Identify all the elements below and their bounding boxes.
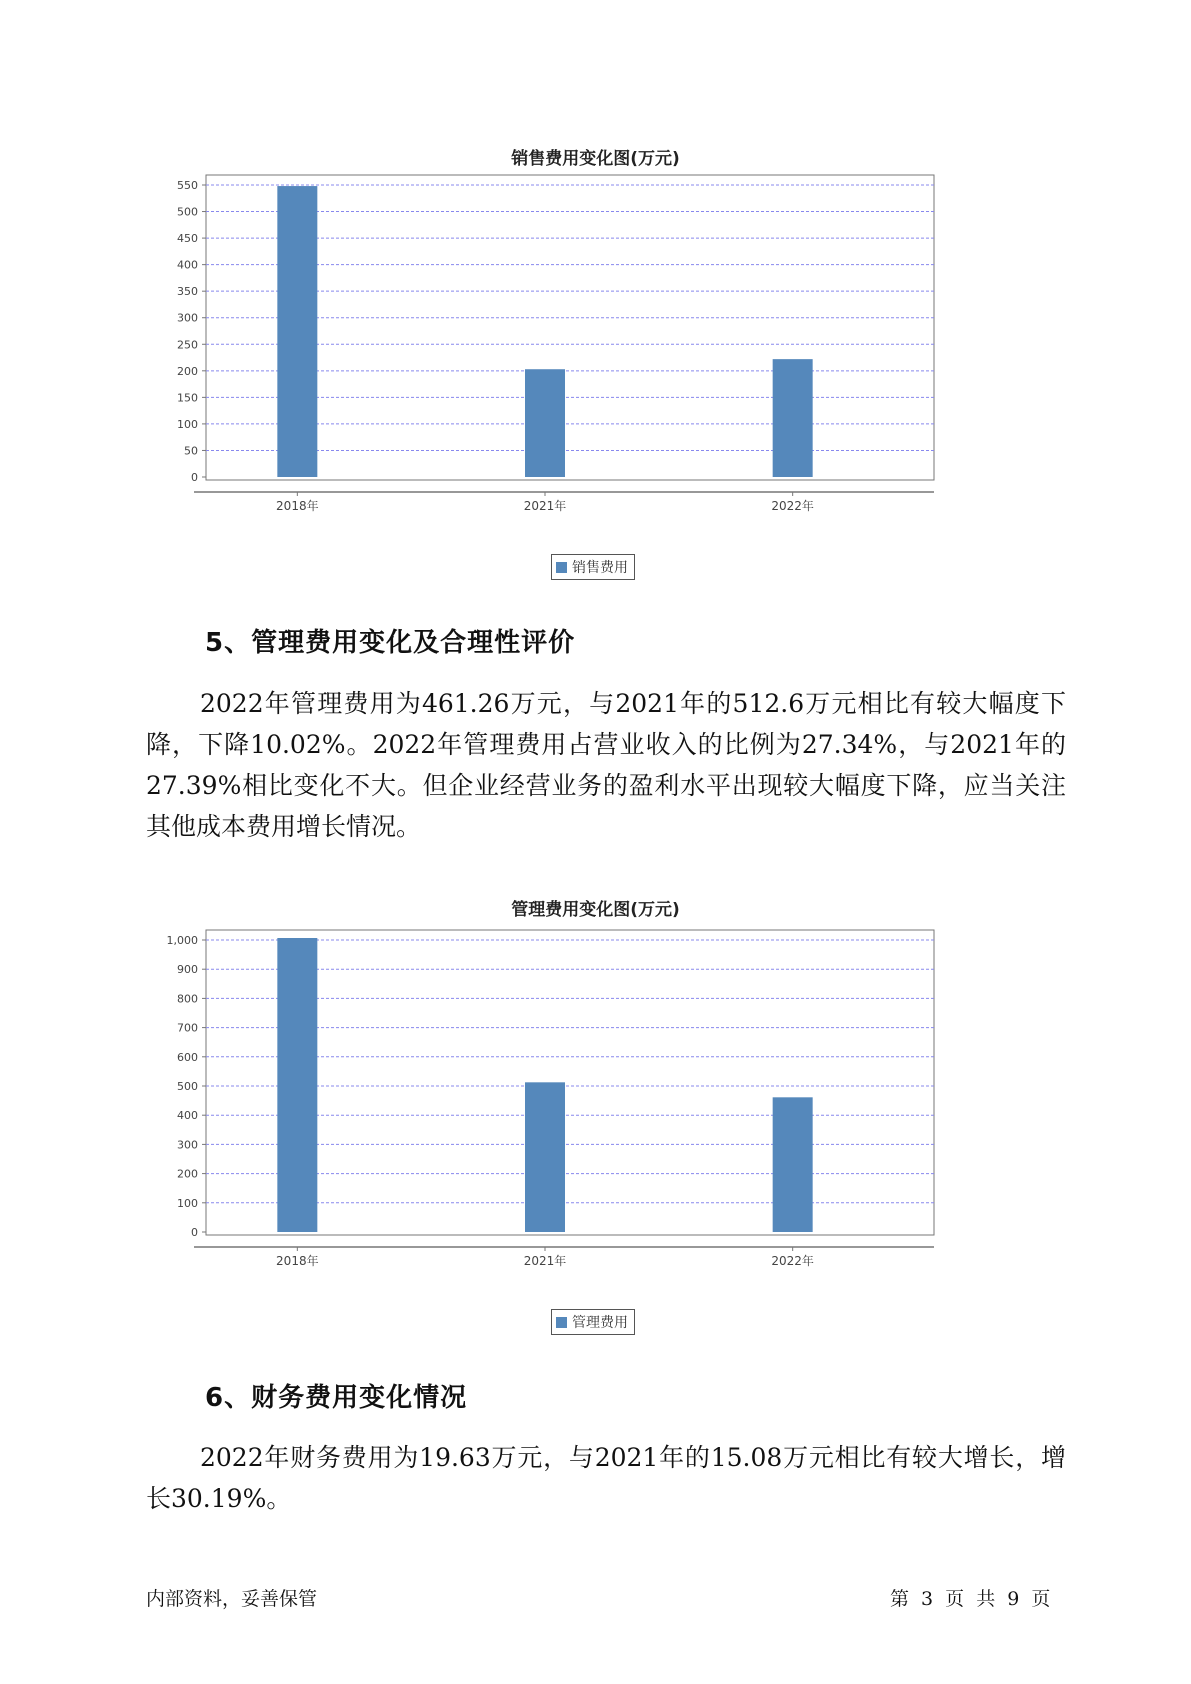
bar bbox=[773, 1097, 813, 1232]
legend-label: 管理费用 bbox=[572, 1315, 628, 1331]
y-tick-label: 200 bbox=[177, 1167, 198, 1181]
chart-legend bbox=[551, 554, 635, 580]
y-tick-label: 150 bbox=[177, 391, 198, 405]
legend-label: 销售费用 bbox=[572, 560, 628, 576]
x-tick-label: 2021年 bbox=[523, 1254, 567, 1268]
x-tick-label: 2021年 bbox=[523, 499, 567, 513]
y-tick-label: 0 bbox=[191, 471, 198, 484]
y-tick-label: 350 bbox=[177, 285, 198, 299]
section-heading: 5、管理费用变化及合理性评价 bbox=[205, 628, 576, 658]
bar bbox=[525, 369, 565, 477]
y-tick-label: 200 bbox=[177, 364, 198, 378]
bar bbox=[277, 186, 317, 477]
y-tick-label: 400 bbox=[177, 258, 198, 272]
y-tick-label: 100 bbox=[177, 417, 198, 431]
chart-legend bbox=[551, 1309, 635, 1335]
body-paragraph: 2022年财务费用为19.63万元，与2021年的15.08万元相比有较大增长，增长30.19%。 bbox=[146, 1443, 1066, 1513]
y-tick-label: 300 bbox=[177, 1138, 198, 1152]
bar bbox=[525, 1082, 565, 1232]
chart-title: 管理费用变化图(万元) bbox=[511, 900, 680, 920]
y-tick-label: 1,000 bbox=[166, 934, 198, 947]
admin-expense-chart bbox=[140, 925, 1020, 1285]
y-tick-label: 600 bbox=[177, 1050, 198, 1064]
y-tick-label: 100 bbox=[177, 1196, 198, 1210]
y-tick-label: 300 bbox=[177, 311, 198, 325]
legend-swatch bbox=[556, 562, 567, 573]
y-tick-label: 500 bbox=[177, 205, 198, 219]
legend-swatch bbox=[556, 1317, 567, 1328]
footer-note: 内部资料，妥善保管 bbox=[146, 1588, 318, 1610]
x-tick-label: 2022年 bbox=[771, 1254, 814, 1268]
y-tick-label: 250 bbox=[177, 338, 198, 352]
x-tick-label: 2018年 bbox=[276, 1254, 319, 1268]
x-tick-label: 2018年 bbox=[276, 499, 319, 513]
y-tick-label: 50 bbox=[184, 444, 198, 458]
section-heading: 6、财务费用变化情况 bbox=[205, 1383, 468, 1413]
y-tick-label: 400 bbox=[177, 1109, 198, 1123]
page-number: 第 3 页 共 9 页 bbox=[890, 1588, 1051, 1610]
y-tick-label: 500 bbox=[177, 1080, 198, 1093]
bar bbox=[773, 359, 813, 477]
chart-title: 销售费用变化图(万元) bbox=[511, 149, 680, 169]
y-tick-label: 450 bbox=[177, 232, 198, 246]
y-tick-label: 900 bbox=[177, 963, 198, 977]
body-paragraph: 2022年管理费用为461.26万元，与2021年的512.6万元相比有较大幅度下降，下降10.02%。2022年管理费用占营业收入的比例为27.34%，与2021年的27.39%相比变化不大。但企业经营业务的盈利水平出现较大幅度下降，应当关注其他成本费用增长情况。 bbox=[146, 689, 1066, 841]
y-tick-label: 800 bbox=[177, 992, 198, 1006]
x-tick-label: 2022年 bbox=[771, 499, 814, 513]
y-tick-label: 550 bbox=[177, 179, 198, 192]
y-tick-label: 0 bbox=[191, 1226, 198, 1239]
sales-expense-chart bbox=[140, 170, 1020, 530]
y-tick-label: 700 bbox=[177, 1021, 198, 1035]
bar bbox=[277, 938, 317, 1232]
